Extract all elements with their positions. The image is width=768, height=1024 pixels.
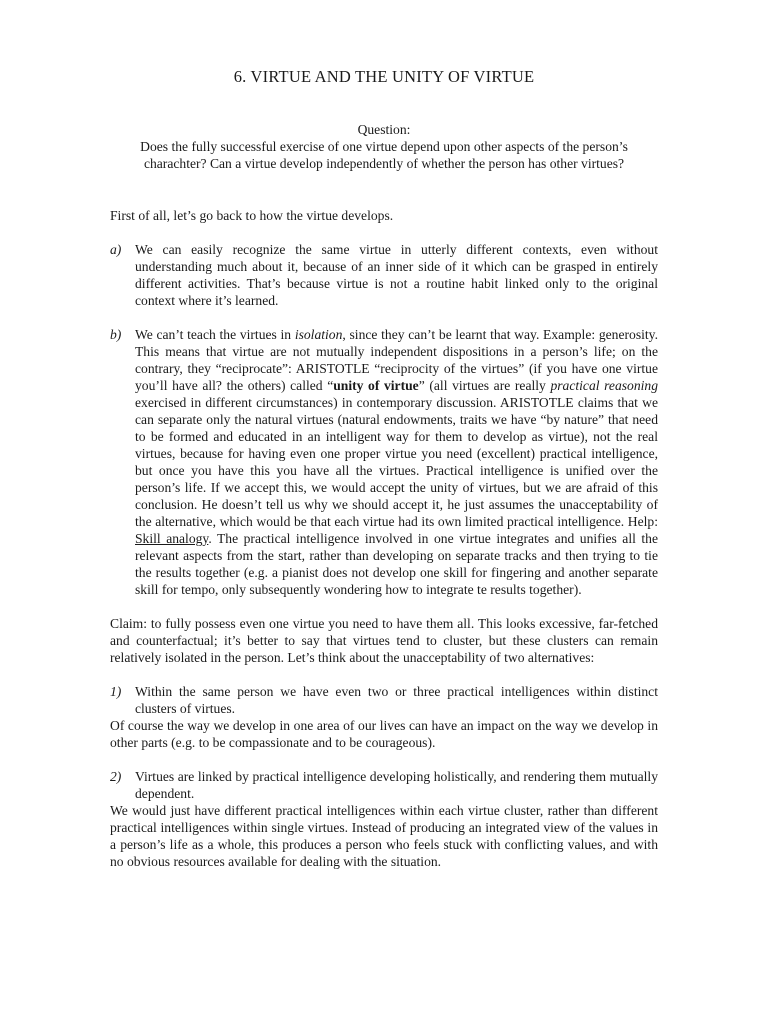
item-1-followup: Of course the way we develop in one area of our lives can have an impact on the way we develop in other parts (e.g. to be compassionate and to be courageous). bbox=[110, 718, 658, 750]
list-item-1 bbox=[110, 683, 658, 717]
emphasis-isolation: isolation bbox=[294, 327, 343, 342]
list-marker: 1) bbox=[110, 684, 122, 699]
text-run: , since they can’t be learnt that way. Example: generosity. This means that virtue are not mutually independent dispositions in a person’s life; on the contrary, they “reciprocate”: ARISTOTLE “reciprocity of the virtues” (if you have one virtue you’ll have all? the others) called “ bbox=[135, 327, 658, 393]
list-marker: 2) bbox=[110, 769, 122, 784]
list-item-text: Within the same person we have even two or three practical intelligences within distinct clusters of virtues. bbox=[135, 684, 658, 716]
text-run: exercised in different circumstances) in contemporary discussion. ARISTOTLE claims that we can separate only the natural virtues (natural endowments, traits we have “by nature” that need to be formed and educated in an intelligent way for them to develop as virtue), not the real virtues, because for having even one proper virtue you need (excellent) practical intelligence, but once you have this you have all the virtues. Practical intelligence is unified over the person’s life. If we accept this, we would accept the unity of virtues, but we are afraid of this conclusion. He doesn’t tell us why we should accept it, he just assumes the unacceptability of the alternative, which would be that each virtue had its own limited practical intelligence. Help: bbox=[135, 395, 658, 529]
item-2-followup: We would just have different practical intelligences within each virtue cluster, rather than different practical intelligences within single virtues. Instead of producing an integrated view of the values in a person’s life as a whole, this produces a person who feels stuck with conflicting values, and with no obvious resources available for dealing with the situation. bbox=[110, 803, 658, 869]
underlined-skill-analogy: Skill analogy bbox=[135, 531, 209, 546]
list-marker: b) bbox=[110, 327, 122, 342]
text-run: ” (all virtues are really bbox=[418, 378, 551, 393]
text-run: We can’t teach the virtues in bbox=[135, 327, 295, 342]
document-body bbox=[110, 207, 658, 887]
question-label: Question: bbox=[357, 122, 411, 137]
list-item-text bbox=[135, 326, 658, 598]
list-marker: a) bbox=[110, 242, 122, 257]
list-item-text: Virtues are linked by practical intelligence developing holistically, and rendering them mutually dependent. bbox=[135, 769, 658, 801]
question-block bbox=[110, 121, 658, 172]
list-item-a bbox=[110, 241, 658, 309]
list-item-text: We can easily recognize the same virtue in utterly different contexts, even without understanding much about it, because of an inner side of it which can be grasped in entirely different activities. That’s because virtue is not a routine habit linked only to the original context where it’s learned. bbox=[135, 242, 658, 308]
bold-unity-of-virtue: unity of virtue bbox=[333, 378, 419, 393]
list-item-b bbox=[110, 326, 658, 598]
claim-paragraph: Claim: to fully possess even one virtue you need to have them all. This looks excessive, far-fetched and counterfactual; it’s better to say that virtues tend to cluster, but these clusters can remain relatively isolated in the person. Let’s think about the unacceptability of two alternatives: bbox=[110, 616, 658, 665]
list-item-2 bbox=[110, 768, 658, 802]
emphasis-practical-reasoning: practical reasoning bbox=[550, 378, 658, 393]
page-title: 6. VIRTUE AND THE UNITY OF VIRTUE bbox=[233, 67, 535, 86]
question-text: Does the fully successful exercise of one virtue depend upon other aspects of the person’s charachter? Can a virtue develop independently of whether the person has other virtues? bbox=[140, 139, 628, 171]
intro-paragraph: First of all, let’s go back to how the virtue develops. bbox=[110, 208, 394, 223]
text-run: . The practical intelligence involved in one virtue integrates and unifies all the relevant aspects from the start, rather than developing on separate tracks and then trying to tie the results together (e.g. a pianist does not develop one skill for fingering and another separate skill for tempo, only subsequently wondering how to integrate te results together). bbox=[135, 531, 658, 597]
